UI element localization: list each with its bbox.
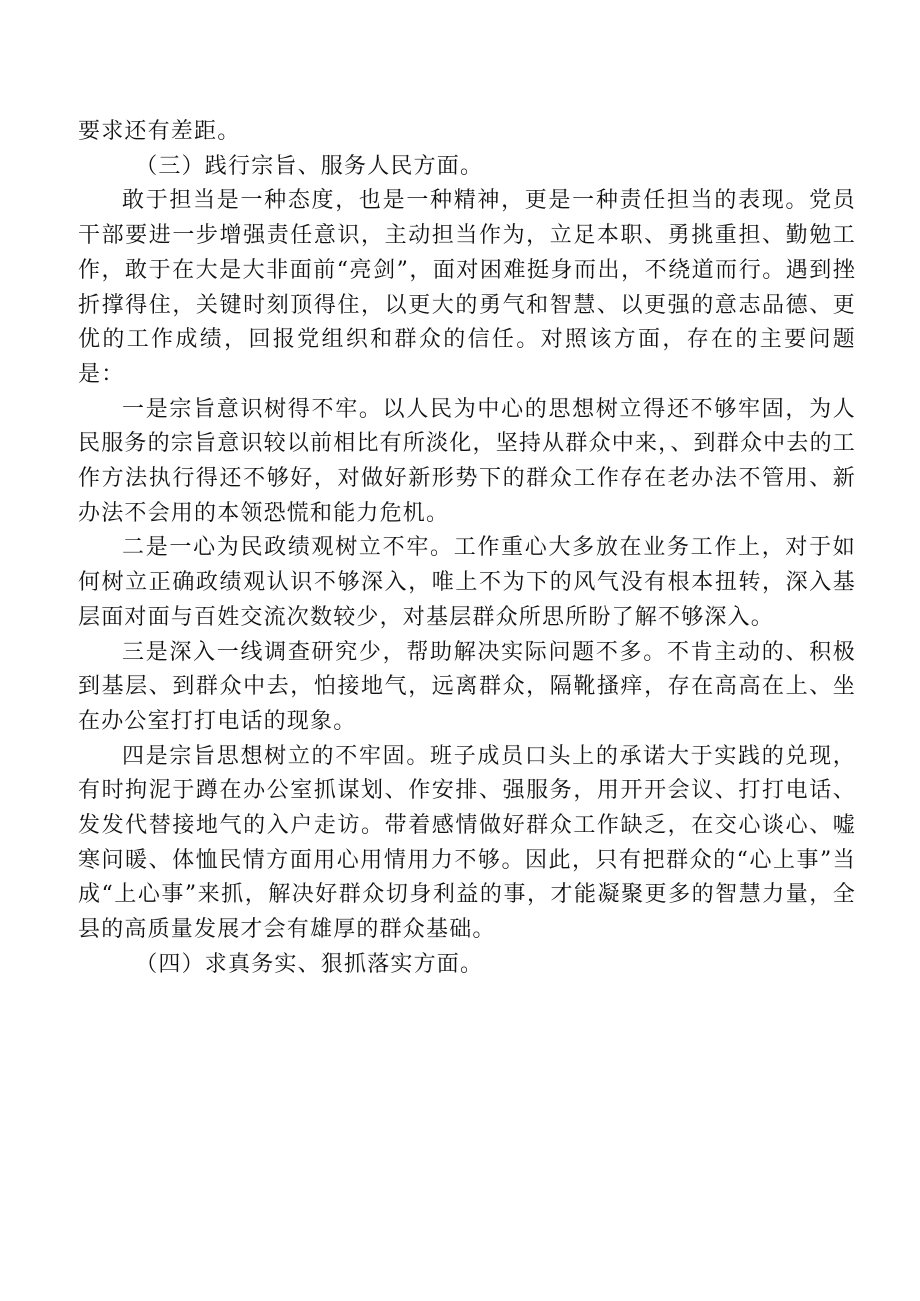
section-heading-4: （四）求真务实、狠抓落实方面。 bbox=[135, 951, 484, 977]
paragraph-problem-1: 一是宗旨意识树得不牢。以人民为中心的思想树立得还不够牢固，为人民服务的宗旨意识较以前相比有所淡化，坚持从群众中来，、到群众中去的工作方法执行得还不够好，对做好新形势下的群众工作存在老办法不管用、新办法不会用的本领恐慌和能力危机。 bbox=[78, 396, 856, 526]
paragraph-continuation: 要求还有差距。 bbox=[78, 119, 241, 144]
paragraph-intro: 敢于担当是一种态度，也是一种精神，更是一种责任担当的表现。党员干部要进一步增强责任意识，主动担当作为，立足本职、勇挑重担、勤勉工作，敢于在大是大非面前“亮剑”，面对困难挺身而出，不绕道而行。遇到挫折撑得住，关键时刻顶得住，以更大的勇气和智慧、以更强的意志品德、更优的工作成绩，回报党组织和群众的信任。对照该方面，存在的主要问题是： bbox=[78, 188, 856, 387]
document-body bbox=[78, 115, 856, 983]
paragraph-problem-3: 三是深入一线调查研究少，帮助解决实际问题不多。不肯主动的、积极到基层、到群众中去，怕接地气，远离群众，隔靴搔痒，存在高高在上、坐在办公室打打电话的现象。 bbox=[78, 639, 856, 734]
section-heading-3: （三）践行宗旨、服务人民方面。 bbox=[135, 153, 484, 179]
paragraph-problem-2: 二是一心为民政绩观树立不牢。工作重心大多放在业务工作上，对于如何树立正确政绩观认识不够深入，唯上不为下的风气没有根本扭转，深入基层面对面与百姓交流次数较少，对基层群众所思所盼了解不够深入。 bbox=[78, 535, 856, 630]
paragraph-problem-4: 四是宗旨思想树立的不牢固。班子成员口头上的承诺大于实践的兑现，有时拘泥于蹲在办公室抓谋划、作安排、强服务，用开开会议、打打电话、发发代替接地气的入户走访。带着感情做好群众工作缺乏，在交心谈心、嘘寒问暖、体恤民情方面用心用情用力不够。因此，只有把群众的“心上事”当成“上心事”来抓，解决好群众切身利益的事，才能凝聚更多的智慧力量，全县的高质量发展才会有雄厚的群众基础。 bbox=[78, 743, 856, 943]
